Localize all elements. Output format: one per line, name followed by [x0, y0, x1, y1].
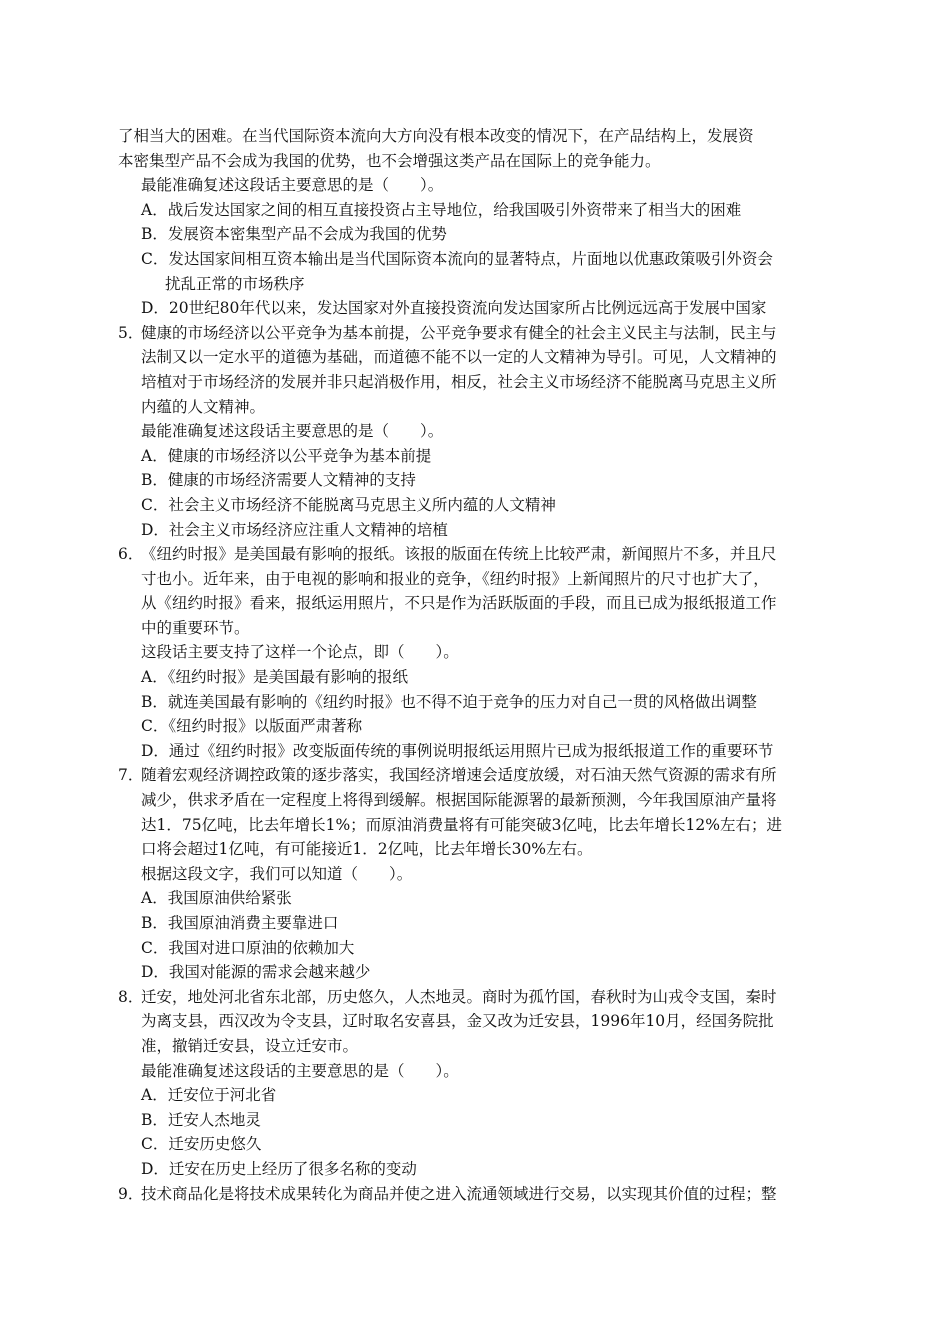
- passage-line: 达1．75亿吨，比去年增长1%；而原油消费量将有可能突破3亿吨，比去年增长12%左右；进: [141, 815, 782, 834]
- passage-line: 培植对于市场经济的发展并非只起消极作用，相反，社会主义市场经济不能脱离马克思主义所: [141, 372, 777, 391]
- passage-line: 为离支县，西汉改为令支县，辽时取名安喜县，金又改为迁安县，1996年10月，经国务院批: [141, 1012, 774, 1031]
- passage-line: 口将会超过1亿吨，有可能接近1．2亿吨，比去年增长30%左右。: [141, 840, 593, 859]
- question-prompt: 最能准确复述这段话主要意思的是（ ）。: [141, 176, 444, 195]
- passage-line: 内蕴的人文精神。: [141, 397, 266, 416]
- question-prompt: 最能准确复述这段话主要意思的是（ ）。: [141, 422, 444, 441]
- option-c: C．《纽约时报》以版面严肃著称: [141, 717, 363, 736]
- question-first-line: [118, 321, 834, 346]
- option-b: B．就连美国最有影响的《纽约时报》也不得不迫于竞争的压力对自己一贯的风格做出调整: [141, 692, 757, 711]
- option-c: C．社会主义市场经济不能脱离马克思主义所内蕴的人文精神: [141, 495, 556, 514]
- question-4-continuation: [118, 124, 834, 321]
- question-number: 8．: [118, 987, 144, 1006]
- option-a: A．《纽约时报》是美国最有影响的报纸: [141, 668, 408, 687]
- question-number: 6．: [118, 545, 144, 564]
- option-b: B．迁安人杰地灵: [141, 1110, 261, 1129]
- passage-line: 健康的市场经济以公平竞争为基本前提，公平竞争要求有健全的社会主义民主与法制，民主与: [141, 323, 777, 342]
- option-b: B．发展资本密集型产品不会成为我国的优势: [141, 225, 447, 244]
- option-a: A．我国原油供给紧张: [141, 889, 292, 908]
- question-number: 7．: [118, 766, 144, 785]
- option-d: D．社会主义市场经济应注重人文精神的培植: [141, 520, 448, 539]
- passage-line: 准，撤销迁安县，设立迁安市。: [141, 1036, 359, 1055]
- option-c-continuation: 扰乱正常的市场秩序: [165, 274, 305, 293]
- question-first-line: [118, 985, 834, 1010]
- passage-line: 《纽约时报》是美国最有影响的报纸。该报的版面在传统上比较严肃，新闻照片不多，并且尺: [141, 545, 777, 564]
- option-a: A．健康的市场经济以公平竞争为基本前提: [141, 446, 432, 465]
- question-prompt: 这段话主要支持了这样一个论点，即（ ）。: [141, 643, 459, 662]
- option-d: D．通过《纽约时报》改变版面传统的事例说明报纸运用照片已成为报纸报道工作的重要环节: [141, 741, 774, 760]
- question-number: 5．: [118, 323, 144, 342]
- question-7: [118, 763, 834, 984]
- question-6: [118, 542, 834, 763]
- option-a: A．迁安位于河北省: [141, 1086, 277, 1105]
- passage-line: 减少，供求矛盾在一定程度上将得到缓解。根据国际能源署的最新预测，今年我国原油产量将: [141, 791, 777, 810]
- option-a: A．战后发达国家之间的相互直接投资占主导地位，给我国吸引外资带来了相当大的困难: [141, 200, 742, 219]
- option-c: C．我国对进口原油的依赖加大: [141, 938, 355, 957]
- passage-line: 从《纽约时报》看来，报纸运用照片，不只是作为活跃版面的手段，而且已成为报纸报道工作: [141, 594, 777, 613]
- passage-line: 本密集型产品不会成为我国的优势，也不会增强这类产品在国际上的竞争能力。: [118, 151, 661, 170]
- question-number: 9．: [118, 1184, 144, 1203]
- page-content: [118, 124, 834, 1206]
- passage-line: 随着宏观经济调控政策的逐步落实，我国经济增速会适度放缓，对石油天然气资源的需求有所: [141, 766, 777, 785]
- question-8: [118, 985, 834, 1182]
- option-c: C．发达国家间相互资本输出是当代国际资本流向的显著特点，片面地以优惠政策吸引外资会: [141, 249, 773, 268]
- passage-line: 寸也小。近年来，由于电视的影响和报业的竞争，《纽约时报》上新闻照片的尺寸也扩大了，: [141, 569, 769, 588]
- passage-line: 了相当大的困难。在当代国际资本流向大方向没有根本改变的情况下，在产品结构上，发展资: [118, 127, 754, 145]
- option-b: B．健康的市场经济需要人文精神的支持: [141, 471, 416, 490]
- option-d: D．迁安在历史上经历了很多名称的变动: [141, 1159, 417, 1178]
- question-first-line: [118, 763, 834, 788]
- passage-line: 技术商品化是将技术成果转化为商品并使之进入流通领域进行交易，以实现其价值的过程；整: [141, 1184, 777, 1203]
- passage-line: 法制又以一定水平的道德为基础，而道德不能不以一定的人文精神为导引。可见，人文精神的: [141, 348, 777, 367]
- question-prompt: 最能准确复述这段话的主要意思的是（ ）。: [141, 1061, 459, 1080]
- option-d: D．我国对能源的需求会越来越少: [141, 963, 371, 982]
- question-first-line: [118, 542, 834, 567]
- question-prompt: 根据这段文字，我们可以知道（ ）。: [141, 864, 413, 883]
- question-5: [118, 321, 834, 542]
- passage-line: 中的重要环节。: [141, 618, 250, 637]
- option-d: D．20世纪80年代以来，发达国家对外直接投资流向发达国家所占比例远远高于发展中国家: [141, 299, 767, 318]
- question-9: [118, 1182, 834, 1207]
- option-b: B．我国原油消费主要靠进口: [141, 914, 339, 932]
- question-first-line: [118, 1182, 834, 1207]
- passage-line: 迁安，地处河北省东北部，历史悠久，人杰地灵。商时为孤竹国，春秋时为山戎令支国，秦时: [141, 987, 777, 1006]
- option-c: C．迁安历史悠久: [141, 1135, 262, 1154]
